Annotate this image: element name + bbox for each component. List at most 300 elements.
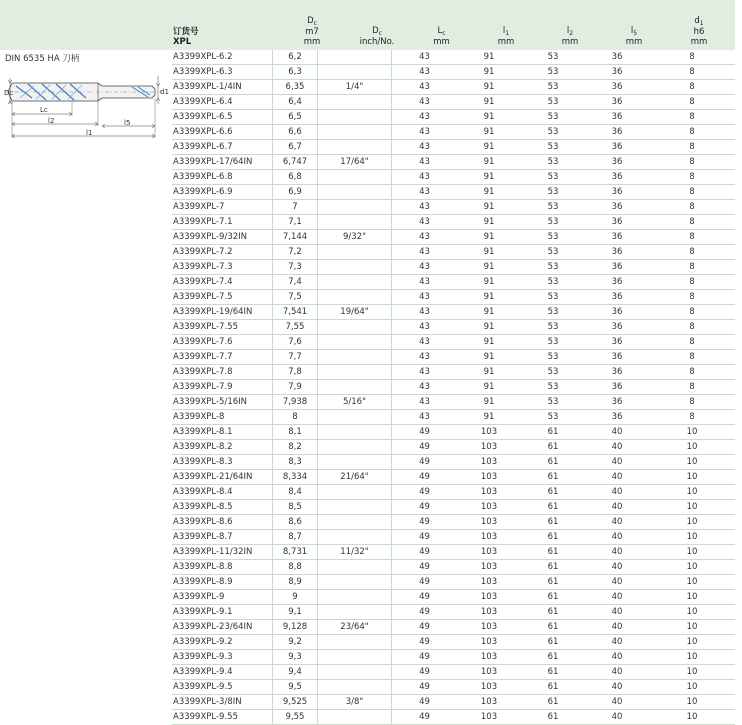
cell-order-code: A3399XPL-8.2: [173, 442, 233, 452]
cell-dc-inch: [318, 65, 392, 79]
header-d1-unit: mm: [690, 37, 708, 47]
cell-d1: 8: [689, 217, 695, 227]
cell-l1: 103: [480, 712, 498, 722]
cell-l2: 61: [547, 427, 559, 437]
cell-l2: 61: [547, 547, 559, 557]
d1-dimension: [156, 76, 169, 104]
cell-dc: 7,5: [272, 290, 318, 304]
cell-l1: 103: [480, 577, 498, 587]
cell-lc: 49: [419, 532, 430, 542]
cell-dc-inch: [318, 320, 392, 334]
cell-l5: 36: [611, 172, 623, 182]
cell-d1: 8: [689, 187, 695, 197]
cell-l1: 91: [483, 112, 495, 122]
cell-l2: 61: [547, 712, 559, 722]
cell-l5: 36: [611, 277, 623, 287]
cell-dc: 6,9: [272, 185, 318, 199]
cell-l2: 61: [547, 697, 559, 707]
cell-lc: 43: [419, 142, 430, 152]
cell-order-code: A3399XPL-5/16IN: [173, 397, 248, 407]
cell-order-code: A3399XPL-21/64IN: [173, 472, 253, 482]
cell-d1: 8: [689, 202, 695, 212]
header-lc: [409, 0, 474, 50]
table-row: [172, 140, 735, 155]
cell-l5: 36: [611, 67, 623, 77]
cell-lc: 49: [419, 487, 430, 497]
lc-label: Lc: [40, 106, 48, 114]
header-lc-unit: mm: [433, 37, 450, 47]
cell-order-code: A3399XPL-8.1: [173, 427, 233, 437]
cell-dc: 7,4: [272, 275, 318, 289]
cell-order-code: A3399XPL-9.4: [173, 667, 233, 677]
cell-l2: 53: [547, 232, 559, 242]
cell-lc: 43: [419, 112, 430, 122]
header-order-code: [173, 0, 273, 50]
cell-l2: 53: [547, 172, 559, 182]
cell-dc: 8,731: [272, 545, 318, 559]
cell-dc: 8,334: [272, 470, 318, 484]
cell-l2: 61: [547, 652, 559, 662]
cell-d1: 10: [686, 487, 698, 497]
table-row: [172, 395, 735, 410]
cell-dc-inch: [318, 530, 392, 544]
l1-dimension: [12, 98, 155, 138]
drill-table-body: [172, 50, 735, 725]
cell-lc: 43: [419, 52, 430, 62]
cell-l2: 53: [547, 397, 559, 407]
l5-dimension: [102, 119, 155, 128]
header-l1-symbol: $l_1$: [502, 26, 510, 37]
cell-order-code: A3399XPL-7.2: [173, 247, 233, 257]
cell-lc: 49: [419, 577, 430, 587]
cell-l2: 61: [547, 532, 559, 542]
cell-l1: 103: [480, 427, 498, 437]
table-row: [172, 500, 735, 515]
cell-l1: 91: [483, 232, 495, 242]
cell-d1: 8: [689, 172, 695, 182]
header-lc-symbol: $L_c$: [437, 26, 446, 37]
table-row: [172, 455, 735, 470]
cell-l1: 91: [483, 127, 495, 137]
table-row: [172, 260, 735, 275]
cell-dc-inch: 11/32": [318, 545, 392, 559]
cell-d1: 8: [689, 292, 695, 302]
cell-order-code: A3399XPL-6.3: [173, 67, 233, 77]
cell-l5: 36: [611, 292, 623, 302]
cell-l2: 61: [547, 622, 559, 632]
cell-lc: 43: [419, 187, 430, 197]
table-row: [172, 290, 735, 305]
cell-l1: 91: [483, 82, 495, 92]
cell-dc: 6,6: [272, 125, 318, 139]
cell-dc: 9,4: [272, 665, 318, 679]
l2-dimension: [12, 101, 98, 126]
cell-d1: 8: [689, 412, 695, 422]
cell-l2: 61: [547, 682, 559, 692]
table-row: [172, 650, 735, 665]
cell-l5: 40: [611, 502, 623, 512]
cell-order-code: A3399XPL-7.4: [173, 277, 233, 287]
cell-l2: 53: [547, 277, 559, 287]
cell-l5: 36: [611, 112, 623, 122]
cell-l5: 36: [611, 412, 623, 422]
cell-order-code: A3399XPL-8.8: [173, 562, 233, 572]
cell-dc: 8,3: [272, 455, 318, 469]
cell-l5: 36: [611, 262, 623, 272]
cell-lc: 43: [419, 247, 430, 257]
cell-l2: 53: [547, 352, 559, 362]
cell-l5: 36: [611, 247, 623, 257]
dc-label: Dc: [4, 89, 14, 97]
cell-l5: 40: [611, 517, 623, 527]
cell-order-code: A3399XPL-23/64IN: [173, 622, 253, 632]
cell-lc: 43: [419, 307, 430, 317]
table-row: [172, 305, 735, 320]
table-row: [172, 335, 735, 350]
cell-d1: 8: [689, 352, 695, 362]
cell-l5: 40: [611, 667, 623, 677]
table-row: [172, 230, 735, 245]
cell-l5: 36: [611, 337, 623, 347]
cell-order-code: A3399XPL-6.5: [173, 112, 233, 122]
cell-l1: 103: [480, 457, 498, 467]
cell-l2: 53: [547, 217, 559, 227]
cell-l1: 91: [483, 367, 495, 377]
table-row: [172, 695, 735, 710]
cell-lc: 43: [419, 172, 430, 182]
d1-label: d1: [160, 88, 169, 96]
cell-dc: 8,7: [272, 530, 318, 544]
cell-order-code: A3399XPL-8.3: [173, 457, 233, 467]
cell-d1: 8: [689, 67, 695, 77]
cell-dc: 6,3: [272, 65, 318, 79]
cell-dc-inch: [318, 140, 392, 154]
cell-dc-inch: [318, 185, 392, 199]
table-row: [172, 530, 735, 545]
cell-l5: 40: [611, 637, 623, 647]
drill-body: [6, 83, 162, 101]
cell-l1: 91: [483, 412, 495, 422]
cell-l2: 53: [547, 157, 559, 167]
cell-d1: 10: [686, 532, 698, 542]
cell-l1: 91: [483, 97, 495, 107]
table-row: [172, 320, 735, 335]
shank-standard-title: DIN 6535 HA 刀柄: [5, 54, 80, 64]
cell-dc: 8,6: [272, 515, 318, 529]
cell-d1: 10: [686, 622, 698, 632]
cell-l1: 103: [480, 502, 498, 512]
cell-order-code: A3399XPL-8.6: [173, 517, 233, 527]
cell-l5: 40: [611, 427, 623, 437]
cell-dc: 9,2: [272, 635, 318, 649]
cell-dc: 6,747: [272, 155, 318, 169]
cell-l5: 36: [611, 202, 623, 212]
cell-d1: 10: [686, 577, 698, 587]
cell-l2: 53: [547, 52, 559, 62]
cell-dc-inch: [318, 455, 392, 469]
table-row: [172, 470, 735, 485]
cell-l2: 53: [547, 202, 559, 212]
cell-d1: 10: [686, 697, 698, 707]
cell-l5: 36: [611, 307, 623, 317]
table-row: [172, 425, 735, 440]
cell-d1: 10: [686, 667, 698, 677]
cell-l5: 36: [611, 97, 623, 107]
cell-d1: 10: [686, 592, 698, 602]
table-row: [172, 410, 735, 425]
cell-l2: 53: [547, 142, 559, 152]
cell-order-code: A3399XPL-7: [173, 202, 225, 212]
cell-l5: 36: [611, 52, 623, 62]
cell-d1: 10: [686, 427, 698, 437]
cell-dc-inch: [318, 365, 392, 379]
cell-l1: 91: [483, 307, 495, 317]
cell-l1: 103: [480, 487, 498, 497]
cell-l2: 61: [547, 472, 559, 482]
cell-l5: 36: [611, 367, 623, 377]
cell-lc: 49: [419, 652, 430, 662]
cell-order-code: A3399XPL-7.55: [173, 322, 238, 332]
cell-l1: 103: [480, 607, 498, 617]
cell-l2: 53: [547, 337, 559, 347]
cell-d1: 8: [689, 127, 695, 137]
cell-order-code: A3399XPL-8.9: [173, 577, 233, 587]
cell-dc-inch: [318, 290, 392, 304]
cell-l5: 40: [611, 487, 623, 497]
header-dc-tolerance: m7: [305, 27, 319, 37]
cell-dc: 7,55: [272, 320, 318, 334]
cell-l1: 103: [480, 682, 498, 692]
cell-order-code: A3399XPL-9.55: [173, 712, 238, 722]
cell-d1: 10: [686, 682, 698, 692]
cell-l5: 40: [611, 577, 623, 587]
cell-dc: 7,6: [272, 335, 318, 349]
cell-lc: 49: [419, 457, 430, 467]
cell-l1: 91: [483, 67, 495, 77]
cell-d1: 8: [689, 367, 695, 377]
cell-dc-inch: [318, 710, 392, 724]
table-row: [172, 125, 735, 140]
cell-dc-inch: [318, 380, 392, 394]
cell-l1: 91: [483, 172, 495, 182]
cell-l2: 61: [547, 667, 559, 677]
cell-dc-inch: [318, 215, 392, 229]
cell-lc: 43: [419, 97, 430, 107]
cell-l1: 91: [483, 157, 495, 167]
cell-dc: 6,5: [272, 110, 318, 124]
cell-l5: 36: [611, 352, 623, 362]
cell-lc: 43: [419, 367, 430, 377]
table-row: [172, 545, 735, 560]
table-row: [172, 665, 735, 680]
cell-dc-inch: [318, 125, 392, 139]
cell-l1: 91: [483, 277, 495, 287]
cell-l2: 53: [547, 112, 559, 122]
header-l1: [474, 0, 538, 50]
cell-l2: 61: [547, 577, 559, 587]
cell-l2: 53: [547, 262, 559, 272]
cell-dc-inch: 3/8": [318, 695, 392, 709]
cell-lc: 49: [419, 607, 430, 617]
cell-lc: 49: [419, 667, 430, 677]
header-inch-symbol: $D_c$: [372, 26, 382, 37]
cell-dc-inch: [318, 500, 392, 514]
cell-l2: 53: [547, 307, 559, 317]
table-row: [172, 560, 735, 575]
cell-order-code: A3399XPL-9.2: [173, 637, 233, 647]
table-row: [172, 95, 735, 110]
cell-d1: 10: [686, 637, 698, 647]
cell-d1: 10: [686, 457, 698, 467]
cell-order-code: A3399XPL-9: [173, 592, 225, 602]
cell-l2: 53: [547, 367, 559, 377]
cell-dc: 7,3: [272, 260, 318, 274]
cell-lc: 43: [419, 412, 430, 422]
cell-l1: 91: [483, 337, 495, 347]
cell-order-code: A3399XPL-8.7: [173, 532, 233, 542]
cell-lc: 43: [419, 82, 430, 92]
cell-d1: 8: [689, 52, 695, 62]
cell-l1: 103: [480, 472, 498, 482]
header-dc-unit: mm: [303, 37, 321, 47]
cell-lc: 49: [419, 562, 430, 572]
cell-dc-inch: [318, 560, 392, 574]
cell-dc-inch: [318, 200, 392, 214]
cell-order-code: A3399XPL-8: [173, 412, 225, 422]
cell-l5: 36: [611, 82, 623, 92]
cell-l2: 53: [547, 67, 559, 77]
cell-l2: 61: [547, 442, 559, 452]
header-d1-symbol: $d_1$: [694, 16, 704, 27]
cell-l5: 36: [611, 127, 623, 137]
cell-order-code: A3399XPL-6.4: [173, 97, 233, 107]
cell-l1: 91: [483, 247, 495, 257]
cell-dc-inch: [318, 350, 392, 364]
cell-l1: 91: [483, 397, 495, 407]
cell-order-code: A3399XPL-1/4IN: [173, 82, 242, 92]
table-row: [172, 710, 735, 725]
table-row: [172, 575, 735, 590]
cell-l1: 103: [480, 532, 498, 542]
cell-lc: 43: [419, 292, 430, 302]
cell-order-code: A3399XPL-9.3: [173, 652, 233, 662]
cell-l1: 91: [483, 292, 495, 302]
table-row: [172, 245, 735, 260]
header-inch-unit: inch/No.: [359, 37, 395, 47]
cell-d1: 8: [689, 277, 695, 287]
cell-dc-inch: 21/64": [318, 470, 392, 484]
cell-d1: 10: [686, 517, 698, 527]
cell-lc: 43: [419, 202, 430, 212]
cell-l2: 61: [547, 607, 559, 617]
cell-order-code: A3399XPL-8.5: [173, 502, 233, 512]
cell-l1: 91: [483, 217, 495, 227]
table-row: [172, 485, 735, 500]
cell-lc: 43: [419, 127, 430, 137]
cell-order-code: A3399XPL-7.8: [173, 367, 233, 377]
cell-lc: 43: [419, 397, 430, 407]
cell-dc: 9,128: [272, 620, 318, 634]
cell-lc: 49: [419, 427, 430, 437]
cell-l2: 53: [547, 82, 559, 92]
cell-lc: 49: [419, 712, 430, 722]
cell-dc: 7,144: [272, 230, 318, 244]
cell-dc: 8,8: [272, 560, 318, 574]
cell-l1: 103: [480, 622, 498, 632]
header-l5-unit: mm: [625, 37, 643, 47]
table-row: [172, 65, 735, 80]
cell-order-code: A3399XPL-6.8: [173, 172, 233, 182]
table-row: [172, 680, 735, 695]
cell-l5: 36: [611, 157, 623, 167]
cell-lc: 49: [419, 547, 430, 557]
cell-dc: 7,9: [272, 380, 318, 394]
cell-dc: 6,4: [272, 95, 318, 109]
cell-l5: 36: [611, 217, 623, 227]
cell-d1: 10: [686, 502, 698, 512]
cell-lc: 43: [419, 67, 430, 77]
cell-d1: 10: [686, 562, 698, 572]
cell-order-code: A3399XPL-6.2: [173, 52, 233, 62]
cell-dc: 6,8: [272, 170, 318, 184]
cell-l5: 40: [611, 442, 623, 452]
cell-order-code: A3399XPL-7.9: [173, 382, 233, 392]
table-row: [172, 380, 735, 395]
cell-l2: 53: [547, 292, 559, 302]
cell-l1: 91: [483, 202, 495, 212]
cell-dc-inch: [318, 650, 392, 664]
cell-l1: 103: [480, 697, 498, 707]
cell-dc-inch: [318, 440, 392, 454]
cell-dc: 9,55: [272, 710, 318, 724]
cell-l1: 103: [480, 547, 498, 557]
cell-l5: 40: [611, 622, 623, 632]
cell-d1: 10: [686, 547, 698, 557]
header-d1: [656, 0, 742, 50]
cell-l2: 53: [547, 412, 559, 422]
table-row: [172, 620, 735, 635]
cell-order-code: A3399XPL-3/8IN: [173, 697, 242, 707]
header-l2-symbol: $l_2$: [566, 26, 574, 37]
cell-dc-inch: [318, 410, 392, 424]
cell-lc: 49: [419, 442, 430, 452]
cell-dc-inch: 5/16": [318, 395, 392, 409]
cell-dc-inch: [318, 260, 392, 274]
table-row: [172, 365, 735, 380]
cell-l1: 91: [483, 322, 495, 332]
table-row: [172, 215, 735, 230]
cell-l1: 103: [480, 517, 498, 527]
cell-l5: 36: [611, 322, 623, 332]
cell-dc: 9,525: [272, 695, 318, 709]
cell-l2: 61: [547, 592, 559, 602]
cell-dc: 6,35: [272, 80, 318, 94]
cell-l2: 61: [547, 517, 559, 527]
cell-dc: 9,3: [272, 650, 318, 664]
cell-lc: 43: [419, 217, 430, 227]
cell-lc: 43: [419, 352, 430, 362]
cell-l2: 61: [547, 637, 559, 647]
lc-dimension: [12, 101, 72, 116]
table-row: [172, 110, 735, 125]
header-d1-tolerance: h6: [693, 27, 705, 37]
header-order-code-line2: XPL: [173, 37, 192, 47]
cell-order-code: A3399XPL-7.1: [173, 217, 233, 227]
cell-l5: 36: [611, 142, 623, 152]
cell-lc: 49: [419, 697, 430, 707]
cell-d1: 8: [689, 397, 695, 407]
cell-d1: 10: [686, 442, 698, 452]
